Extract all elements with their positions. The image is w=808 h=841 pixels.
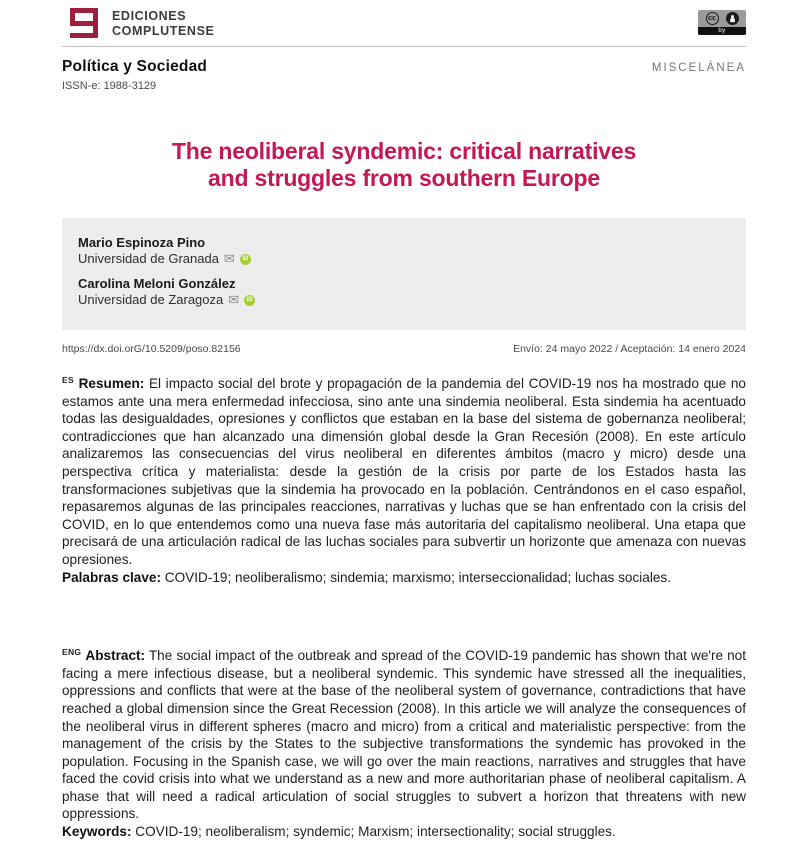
abstract-spanish-text bbox=[62, 372, 746, 569]
cc-by-strip: by bbox=[698, 27, 746, 35]
publisher-line1: EDICIONES bbox=[112, 9, 187, 23]
author-name: Carolina Meloni González bbox=[78, 276, 236, 291]
lang-tag-eng: ENG bbox=[62, 647, 82, 658]
doi-link[interactable]: https://dx.doi.orG/10.5209/poso.82156 bbox=[62, 343, 241, 355]
keywords-line bbox=[62, 823, 746, 841]
author-affiliation: Universidad de Zaragoza bbox=[78, 292, 224, 307]
abstract-spanish bbox=[62, 372, 746, 586]
email-icon[interactable]: ✉ bbox=[223, 251, 235, 266]
submission-dates: Envío: 24 mayo 2022 / Aceptación: 14 enero 2024 bbox=[513, 343, 746, 355]
resumen-label: Resumen: bbox=[78, 376, 145, 391]
palabras-clave-label: Palabras clave: bbox=[62, 569, 161, 585]
cc-icon: cc bbox=[706, 12, 719, 25]
header-divider bbox=[62, 46, 746, 47]
masthead bbox=[62, 6, 746, 39]
keywords-label: Keywords: bbox=[62, 824, 132, 840]
resumen-body: El impacto social del brote y propagación de la pandemia del COVID-19 nos ha mostrado que no estamos ante una mera enfermedad infecciosa, sino ante una sindemia neoliberal. Esta sindemia ha acentuado todas las desigualdades, opresiones y conflictos que estaban en la base del sistema de gobernanza neoliberal; contradicciones que han alcanzado una dimensión global desde la Gran Recesión (2008). En este artículo analizaremos las consecuencias del virus neoliberal en diferentes ámbitos (macro y micro) desde una perspectiva crítica y materialista: desde la gestión de la crisis por parte de los Estados hasta las transformaciones subjetivas que la sindemia ha provocado en la población. Centrándonos en el caso español, repasaremos algunas de las principales reacciones, narrativas y luchas que se han enfrentado con la crisis del COVID, en lo que entendemos como una nueva fase más autoritaria del capitalismo neoliberal. Una etapa que precisará de una articulación radical de las luchas sociales para subvertir un horizonte que amenaza con nuevas opresiones. bbox=[62, 376, 746, 567]
authors-box bbox=[62, 218, 746, 330]
doi-row bbox=[62, 343, 746, 355]
journal-block bbox=[62, 58, 207, 92]
cc-icons bbox=[698, 10, 746, 27]
attribution-person-icon bbox=[726, 12, 739, 25]
author-entry bbox=[78, 276, 730, 308]
abstract-english bbox=[62, 644, 746, 841]
orcid-icon[interactable]: iD bbox=[240, 254, 251, 265]
abstract-english-text bbox=[62, 644, 746, 823]
journal-title: Política y Sociedad bbox=[62, 58, 208, 75]
abstract-label: Abstract: bbox=[85, 648, 146, 664]
article-title-line1: The neoliberal syndemic: critical narratives bbox=[171, 138, 637, 164]
journal-issn: ISSN-e: 1988-3129 bbox=[62, 80, 157, 92]
orcid-icon[interactable]: iD bbox=[244, 295, 255, 306]
author-affiliation-row bbox=[78, 292, 730, 308]
author-entry bbox=[78, 235, 730, 267]
section-label: MISCELÁNEA bbox=[651, 62, 746, 74]
article-title-line2: and struggles from southern Europe bbox=[208, 165, 600, 191]
author-affiliation: Universidad de Granada bbox=[78, 251, 219, 266]
publisher-name bbox=[112, 6, 214, 39]
publisher-brand bbox=[62, 6, 214, 39]
cc-by-license-badge[interactable] bbox=[698, 10, 746, 35]
email-icon[interactable]: ✉ bbox=[228, 292, 240, 307]
author-name: Mario Espinoza Pino bbox=[78, 235, 206, 250]
journal-row bbox=[62, 58, 746, 92]
palabras-clave-list: COVID-19; neoliberalismo; sindemia; marxismo; interseccionalidad; luchas sociales. bbox=[164, 569, 671, 585]
keywords-list: COVID-19; neoliberalism; syndemic; Marxism; intersectionality; social struggles. bbox=[135, 824, 616, 840]
abstract-body: The social impact of the outbreak and spread of the COVID-19 pandemic has shown that we're not facing a mere infectious disease, but a neoliberal syndemic. This syndemic have stressed all the inequalities, oppressions and conflicts that were at the base of the neoliberal system of governance, contradictions that have reached a global dimension since the Great Recession (2008). In this article we will analyze the consequences of the neoliberal virus in different spheres (macro and micro) from a critical and materialistic perspective: from the management of the crisis by the States to the subjective transformations the syndemic has provoked in the population. Focusing in the Spanish case, we will go over the main reactions, narratives and struggles that have faced the covid crisis into what we understand as a new and more authoritarian phase of neoliberal capitalism. A phase that will need a radical articulation of social struggles to subvert a horizon that threatens with new oppressions. bbox=[62, 648, 747, 822]
article-title bbox=[62, 138, 746, 192]
publisher-line2: COMPLUTENSE bbox=[112, 24, 215, 38]
lang-tag-es: ES bbox=[62, 375, 74, 385]
ediciones-complutense-logo-icon bbox=[70, 8, 98, 38]
palabras-clave-line bbox=[62, 569, 746, 587]
author-affiliation-row bbox=[78, 251, 730, 267]
